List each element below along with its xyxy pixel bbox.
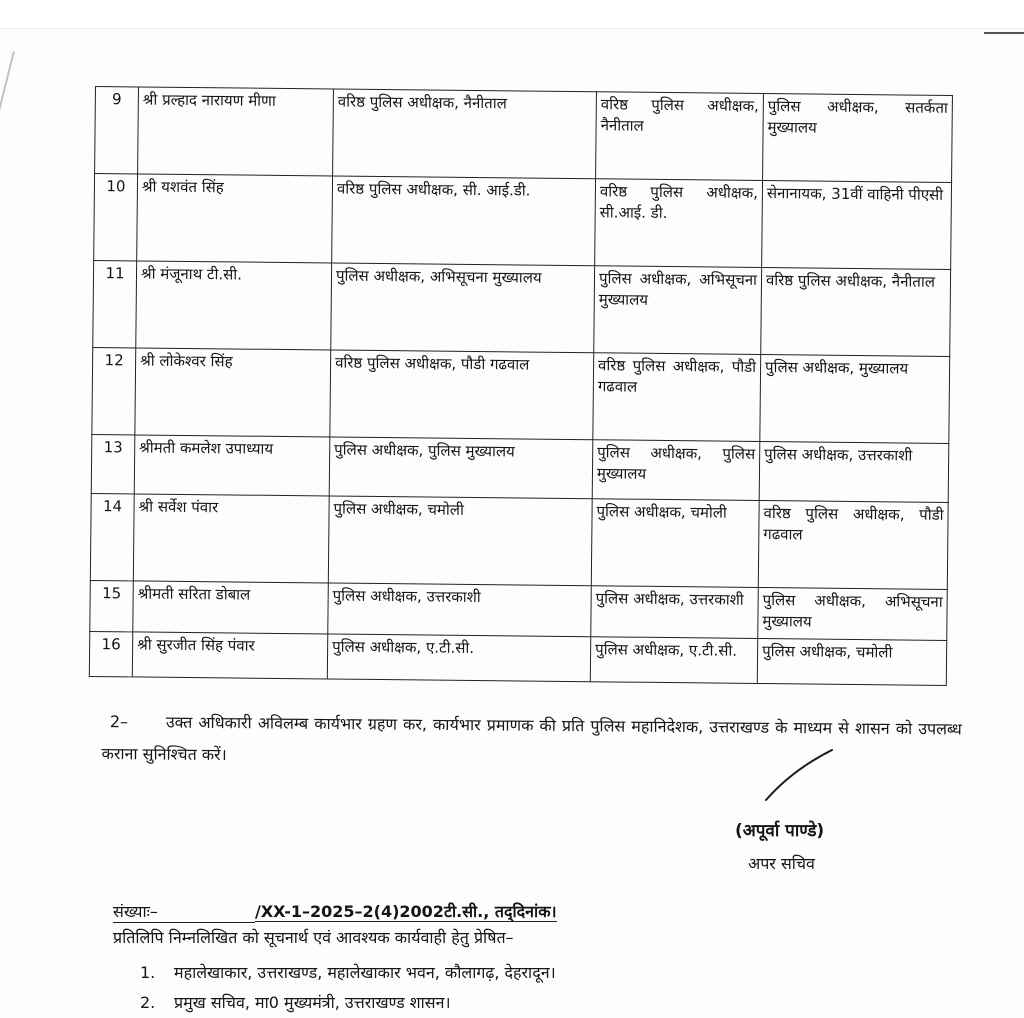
top-edge-strip xyxy=(0,0,1024,29)
posting-cell: वरिष्ठ पुलिस अधीक्षक, नैनीताल xyxy=(596,92,764,181)
posting-cell: वरिष्ठ पुलिस अधीक्षक, पौडी गढवाल xyxy=(593,353,761,442)
current-posting-cell: वरिष्ठ पुलिस अधीक्षक, नैनीताल xyxy=(333,89,597,179)
signature-mark xyxy=(760,744,840,804)
officer-name-cell: श्रीमती सरिता डोबाल xyxy=(133,581,329,634)
transfer-table xyxy=(89,86,953,686)
table-row xyxy=(91,434,949,502)
new-posting-cell: वरिष्ठ पुलिस अधीक्षक, पौडी गढवाल xyxy=(758,500,948,589)
corner-ink-mark xyxy=(984,32,1024,34)
serial-number-cell: 15 xyxy=(90,580,134,631)
serial-number-cell: 9 xyxy=(95,87,139,174)
table-row xyxy=(89,631,946,685)
table-row xyxy=(90,580,947,640)
current-posting-cell: वरिष्ठ पुलिस अधीक्षक, सी. आई.डी. xyxy=(332,176,596,266)
serial-number-cell: 14 xyxy=(90,493,134,580)
table-row xyxy=(90,493,948,589)
copy-item-number: 2. xyxy=(140,993,156,1012)
current-posting-cell: पुलिस अधीक्षक, चमोली xyxy=(328,496,592,586)
new-posting-cell: वरिष्ठ पुलिस अधीक्षक, नैनीताल xyxy=(761,267,951,356)
table-row xyxy=(95,87,953,183)
posting-cell: पुलिस अधीक्षक, उत्तरकाशी xyxy=(591,586,759,639)
new-posting-cell: सेनानायक, 31वीं वाहिनी पीएसी xyxy=(762,180,952,269)
serial-number-cell: 11 xyxy=(93,260,137,347)
reference-label: संख्याः– xyxy=(113,900,255,923)
copy-item-text: महालेखाकार, उत्तराखण्ड, महालेखाकार भवन, कौलागढ़, देहरादून। xyxy=(174,963,556,982)
current-posting-cell: वरिष्ठ पुलिस अधीक्षक, पौडी गढवाल xyxy=(330,350,594,440)
serial-number-cell: 12 xyxy=(92,347,136,434)
officer-name-cell: श्री लोकेश्वर सिंह xyxy=(135,348,331,437)
copy-intro: प्रतिलिपि निम्नलिखित को सूचनार्थ एवं आवश्यक कार्यवाही हेतु प्रेषित– xyxy=(113,928,514,947)
copy-item xyxy=(140,988,556,1018)
serial-number-cell: 16 xyxy=(89,631,132,676)
officer-name-cell: श्रीमती कमलेश उपाध्याय xyxy=(134,435,330,496)
signatory-designation: अपर सचिव xyxy=(748,854,815,873)
new-posting-cell: पुलिस अधीक्षक, चमोली xyxy=(757,638,946,685)
new-posting-cell: पुलिस अधीक्षक, सतर्कता मुख्यालय xyxy=(763,94,953,183)
current-posting-cell: पुलिस अधीक्षक, पुलिस मुख्यालय xyxy=(329,437,593,499)
instruction-number: 2– xyxy=(109,712,129,732)
officer-name-cell: श्री प्रल्हाद नारायण मीणा xyxy=(138,87,334,176)
signatory-name: (अपूर्वा पाण्डे) xyxy=(735,821,825,841)
posting-cell: वरिष्ठ पुलिस अधीक्षक, सी.आई. डी. xyxy=(595,179,763,268)
reference-number: /XX-1–2025–2(4)2002टी.सी., तद्‌दिनांक। xyxy=(255,902,557,921)
current-posting-cell: पुलिस अधीक्षक, उत्तरकाशी xyxy=(328,583,592,637)
officer-name-cell: श्री सुरजीत सिंह पंवार xyxy=(132,632,327,679)
posting-cell: पुलिस अधीक्षक, अभिसूचना मुख्यालय xyxy=(594,266,762,355)
current-posting-cell: पुलिस अधीक्षक, अभिसूचना मुख्यालय xyxy=(331,263,595,353)
posting-cell: पुलिस अधीक्षक, ए.टी.सी. xyxy=(590,637,757,684)
copy-item-number: 1. xyxy=(140,963,156,982)
officer-name-cell: श्री सर्वेश पंवार xyxy=(133,494,329,583)
officer-name-cell: श्री मंजूनाथ टी.सी. xyxy=(136,261,332,350)
reference-line xyxy=(113,900,557,923)
officer-name-cell: श्री यशवंत सिंह xyxy=(137,174,333,263)
new-posting-cell: पुलिस अधीक्षक, अभिसूचना मुख्यालय xyxy=(758,587,948,640)
margin-pen-mark xyxy=(0,51,15,139)
serial-number-cell: 13 xyxy=(91,434,135,493)
copy-item-text: प्रमुख सचिव, मा0 मुख्यमंत्री, उत्तराखण्ड शासन। xyxy=(174,993,451,1012)
new-posting-cell: पुलिस अधीक्षक, मुख्यालय xyxy=(760,354,950,443)
posting-cell: पुलिस अधीक्षक, चमोली xyxy=(591,499,759,588)
table-row xyxy=(93,260,951,356)
new-posting-cell: पुलिस अधीक्षक, उत्तरकाशी xyxy=(759,441,949,502)
current-posting-cell: पुलिस अधीक्षक, ए.टी.सी. xyxy=(327,634,590,682)
table-row xyxy=(92,347,950,443)
table-row xyxy=(94,174,952,270)
transfer-table-body xyxy=(89,87,952,686)
copy-list xyxy=(140,958,556,1018)
posting-cell: पुलिस अधीक्षक, पुलिस मुख्यालय xyxy=(592,440,760,501)
serial-number-cell: 10 xyxy=(94,174,138,261)
instruction-text: उक्त अधिकारी अविलम्ब कार्यभार ग्रहण कर, कार्यभार प्रमाणक की प्रति पुलिस महानिदेशक, उत्तराखण्ड के माध्यम से शासन को उपलब्ध कराना सुनिश्चित करें। xyxy=(101,712,962,765)
copy-item xyxy=(140,958,556,988)
